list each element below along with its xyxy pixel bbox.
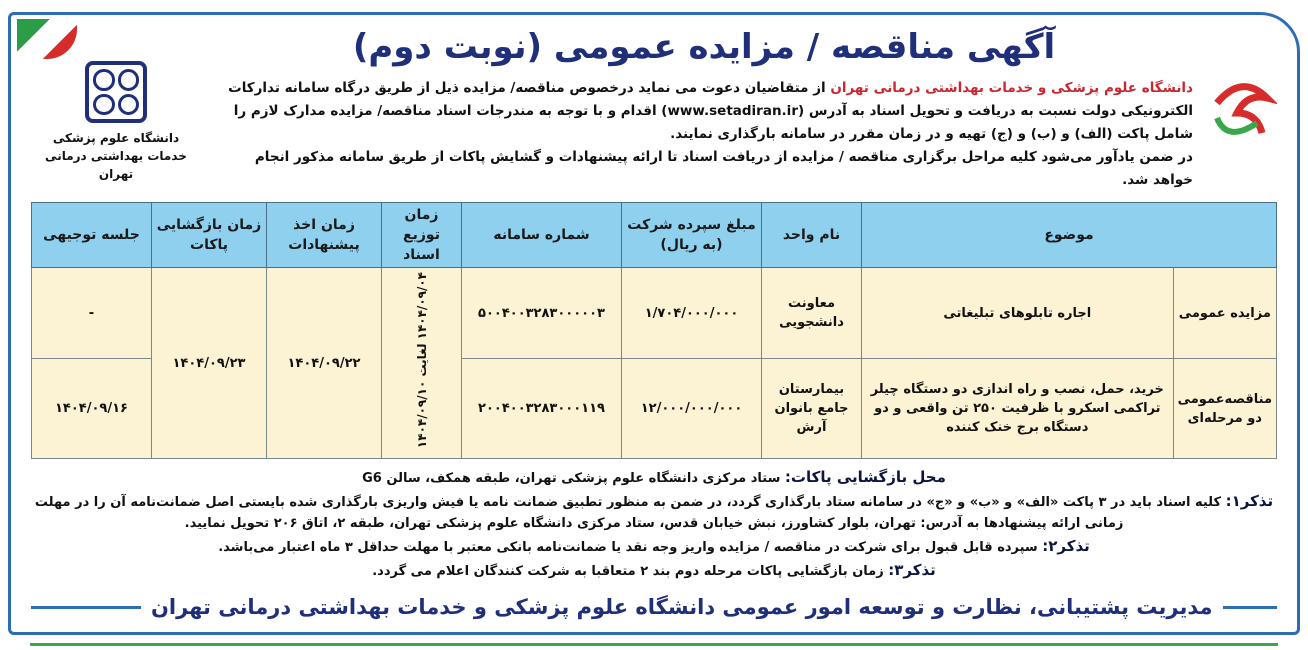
col-briefing: جلسه توجیهی bbox=[32, 203, 152, 268]
cell-distribution bbox=[382, 268, 462, 459]
cell-number: ۵۰۰۴۰۰۳۲۸۳۰۰۰۰۰۳ bbox=[462, 268, 622, 359]
opening-place: ستاد مرکزی دانشگاه علوم پزشکی تهران، طبقه همکف، سالن G6 bbox=[362, 471, 785, 487]
cell-deposit: ۱۲/۰۰۰/۰۰۰/۰۰۰ bbox=[622, 359, 762, 459]
note-3: زمان بازگشایی پاکات مرحله دوم بند ۲ متعاقبا به شرکت کنندگان اعلام می گردد. bbox=[372, 564, 889, 580]
setad-logo-icon bbox=[1207, 73, 1277, 163]
logo-text: خدمات بهداشتی درمانی تهران bbox=[45, 149, 187, 181]
cell-subject: اجاره تابلوهای تبلیغاتی bbox=[862, 268, 1174, 359]
col-unit: نام واحد bbox=[762, 203, 862, 268]
tender-table bbox=[31, 202, 1277, 459]
note-1: کلیه اسناد باید در ۳ پاکت «الف» و «ب» و «ج» در سامانه ستاد بارگذاری گردد، در ضمن به منظور تطبیق ضمانت نامه یا فیش واریزی بارگذاری شده بایستی اصل ضمانت‌نامه آن را در مهلت زمانی ارائه پیشنهادها به آدرس: تهران، بلوار کشاورز، نبش خیابان قدس، ستاد مرکزی دانشگاه علوم پزشکی تهران، طبقه ۲، اتاق ۲۰۶ تحویل نمایید. bbox=[34, 495, 1226, 532]
notice-frame bbox=[8, 12, 1300, 635]
cell-unit: معاونت دانشجویی bbox=[762, 268, 862, 359]
note-label: تذکر۳: bbox=[888, 561, 936, 580]
notice-header bbox=[31, 23, 1277, 192]
notes bbox=[31, 467, 1277, 582]
col-deposit: مبلغ سپرده شرکت (به ریال) bbox=[622, 203, 762, 268]
note-label: محل بازگشایی پاکات: bbox=[784, 468, 946, 487]
col-distribution: زمان توزیع اسناد bbox=[382, 203, 462, 268]
cell-subject: خرید، حمل، نصب و راه اندازی دو دستگاه چیلر تراکمی اسکرو با ظرفیت ۲۵۰ تن واقعی و دو دستگاه برج خنک کننده bbox=[862, 359, 1174, 459]
footer-signature: مدیریت پشتیبانی، نظارت و توسعه امور عمومی دانشگاه علوم پزشکی و خدمات بهداشتی درمانی تهران bbox=[151, 595, 1213, 620]
intro-text bbox=[215, 77, 1193, 192]
cell-offers: ۱۴۰۴/۰۹/۲۲ bbox=[267, 268, 382, 459]
col-offers: زمان اخذ پیشنهادات bbox=[267, 203, 382, 268]
table-row bbox=[32, 268, 1277, 359]
header-center bbox=[215, 23, 1193, 192]
intro-line: از متقاضیان دعوت می نماید درخصوص مناقصه/ مزایده ذیل از طریق درگاه سامانه تدارکات الکترونیکی دولت نسبت به دریافت و تحویل اسناد به آدرس (www.setadiran.ir) اقدام و با توجه به مندرجات اسناد مناقصه/ مزایده مدارک لازم را شامل پاکت (الف) و (ب) و (ج) تهیه و در زمان مقرر در سامانه بارگذاری نمایند. bbox=[228, 80, 1193, 142]
note-label: تذکر۱: bbox=[1225, 492, 1274, 511]
cell-briefing: - bbox=[32, 268, 152, 359]
cell-unit: بیمارستان جامع بانوان آرش bbox=[762, 359, 862, 459]
distribution-text: ۱۴۰۴/۰۹/۰۴ لغایت ۱۴۰۴/۰۹/۱۰ bbox=[414, 272, 429, 449]
footer-row bbox=[31, 592, 1277, 622]
col-number: شماره سامانه bbox=[462, 203, 622, 268]
org-name: دانشگاه علوم پزشکی و خدمات بهداشتی درمانی تهران bbox=[830, 80, 1193, 96]
col-opening: زمان بازگشایی پاکات bbox=[152, 203, 267, 268]
divider bbox=[1223, 606, 1277, 609]
cell-type: مزایده عمومی bbox=[1173, 268, 1276, 359]
note-2: سپرده قابل قبول برای شرکت در مناقصه / مزایده واریز وجه نقد یا ضمانت‌نامه بانکی معتبر با مهلت حداقل ۳ ماه اعتبار می‌باشد. bbox=[218, 540, 1043, 556]
cell-number: ۲۰۰۴۰۰۳۲۸۳۰۰۰۱۱۹ bbox=[462, 359, 622, 459]
cell-deposit: ۱/۷۰۴/۰۰۰/۰۰۰ bbox=[622, 268, 762, 359]
university-emblem-icon bbox=[85, 61, 147, 123]
page-title: آگهی مناقصه / مزایده عمومی (نوبت دوم) bbox=[352, 27, 1056, 67]
cell-type: مناقصه‌عمومی دو مرحله‌ای bbox=[1173, 359, 1276, 459]
divider bbox=[31, 606, 141, 609]
logo-text: دانشگاه علوم پزشکی bbox=[52, 131, 180, 145]
col-subject: موضوع bbox=[862, 203, 1277, 268]
setad-logo bbox=[1207, 73, 1277, 163]
note-label: تذکر۲: bbox=[1042, 537, 1090, 556]
cell-briefing: ۱۴۰۴/۰۹/۱۶ bbox=[32, 359, 152, 459]
intro-line: در ضمن یادآور می‌شود کلیه مراحل برگزاری مناقصه / مزایده از دریافت اسناد تا ارائه پیشنهادات و گشایش پاکات از طریق سامانه مذکور انجام خواهد شد. bbox=[254, 149, 1193, 188]
cell-opening: ۱۴۰۴/۰۹/۲۳ bbox=[152, 268, 267, 459]
divider bbox=[30, 643, 1278, 646]
